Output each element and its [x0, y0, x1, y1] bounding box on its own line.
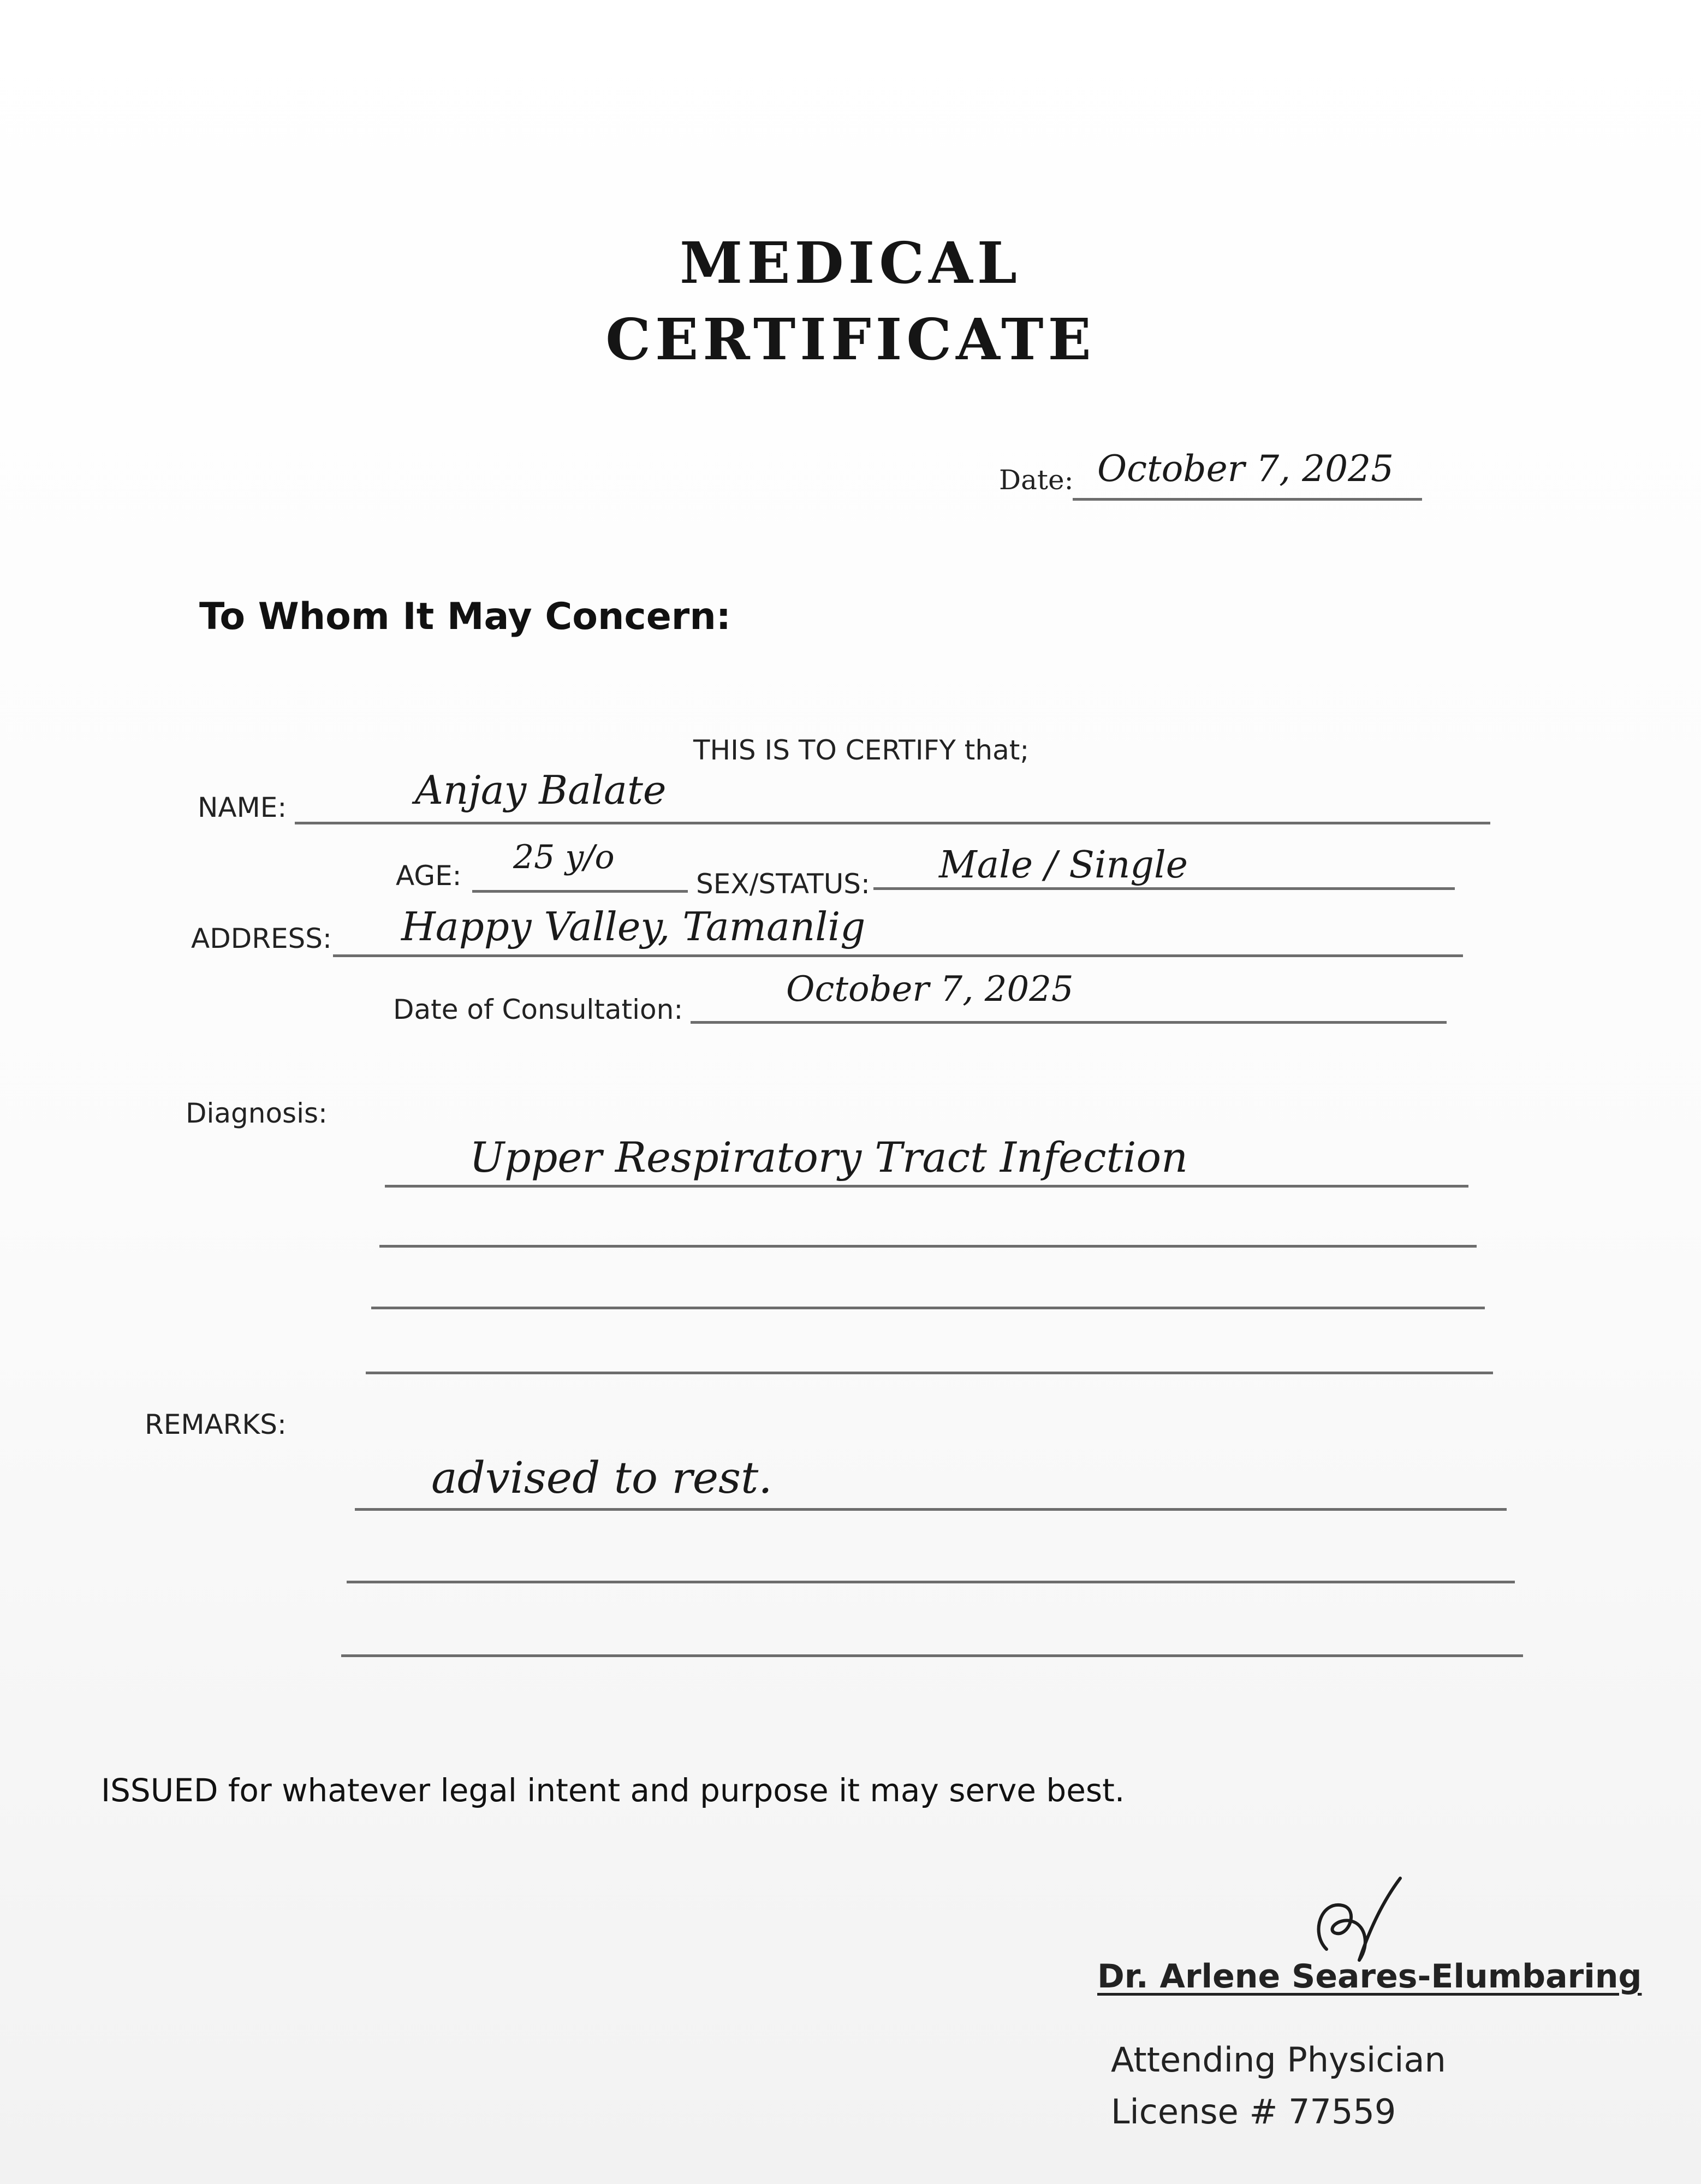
date-value: October 7, 2025: [1097, 448, 1394, 490]
physician-name: Dr. Arlene Seares-Elumbaring: [1097, 1957, 1642, 1996]
remarks-line-2: [347, 1581, 1515, 1583]
remarks-line-3: [341, 1654, 1523, 1657]
consultation-value: October 7, 2025: [786, 969, 1074, 1010]
name-value: Anjay Balate: [415, 767, 667, 813]
diagnosis-value: Upper Respiratory Tract Infection: [469, 1133, 1188, 1182]
age-value: 25 y/o: [513, 838, 615, 876]
diagnosis-line-2: [379, 1245, 1477, 1248]
date-label: Date:: [999, 464, 1074, 496]
physician-title: Attending Physician: [1111, 2040, 1446, 2080]
diagnosis-line-4: [366, 1372, 1493, 1374]
sex-status-value: Male / Single: [939, 844, 1188, 887]
remarks-line-1: [355, 1508, 1507, 1511]
diagnosis-label: Diagnosis:: [186, 1097, 328, 1129]
issued-statement: ISSUED for whatever legal intent and purpose it may serve best.: [101, 1772, 1125, 1809]
name-underline: [295, 822, 1490, 824]
consultation-underline: [691, 1021, 1447, 1024]
title-line-2: CERTIFICATE: [605, 306, 1096, 373]
title-line-1: MEDICAL: [680, 229, 1021, 296]
diagnosis-line-3: [371, 1307, 1485, 1309]
remarks-label: REMARKS:: [145, 1409, 287, 1440]
address-underline: [333, 954, 1463, 957]
address-label: ADDRESS:: [191, 923, 332, 954]
date-underline: [1073, 498, 1422, 501]
sex-status-label: SEX/STATUS:: [696, 868, 870, 900]
consultation-label: Date of Consultation:: [393, 994, 683, 1025]
signature-mark: [1288, 1867, 1408, 1966]
age-label: AGE:: [396, 860, 462, 892]
remarks-value: advised to rest.: [431, 1452, 772, 1503]
physician-license: License # 77559: [1111, 2092, 1396, 2132]
sex-status-underline: [873, 887, 1455, 890]
diagnosis-line-1: [385, 1185, 1468, 1188]
name-label: NAME:: [198, 792, 287, 823]
certify-text: THIS IS TO CERTIFY that;: [693, 734, 1030, 766]
age-underline: [472, 890, 688, 893]
address-value: Happy Valley, Tamanlig: [401, 904, 866, 949]
salutation: To Whom It May Concern:: [199, 595, 731, 638]
